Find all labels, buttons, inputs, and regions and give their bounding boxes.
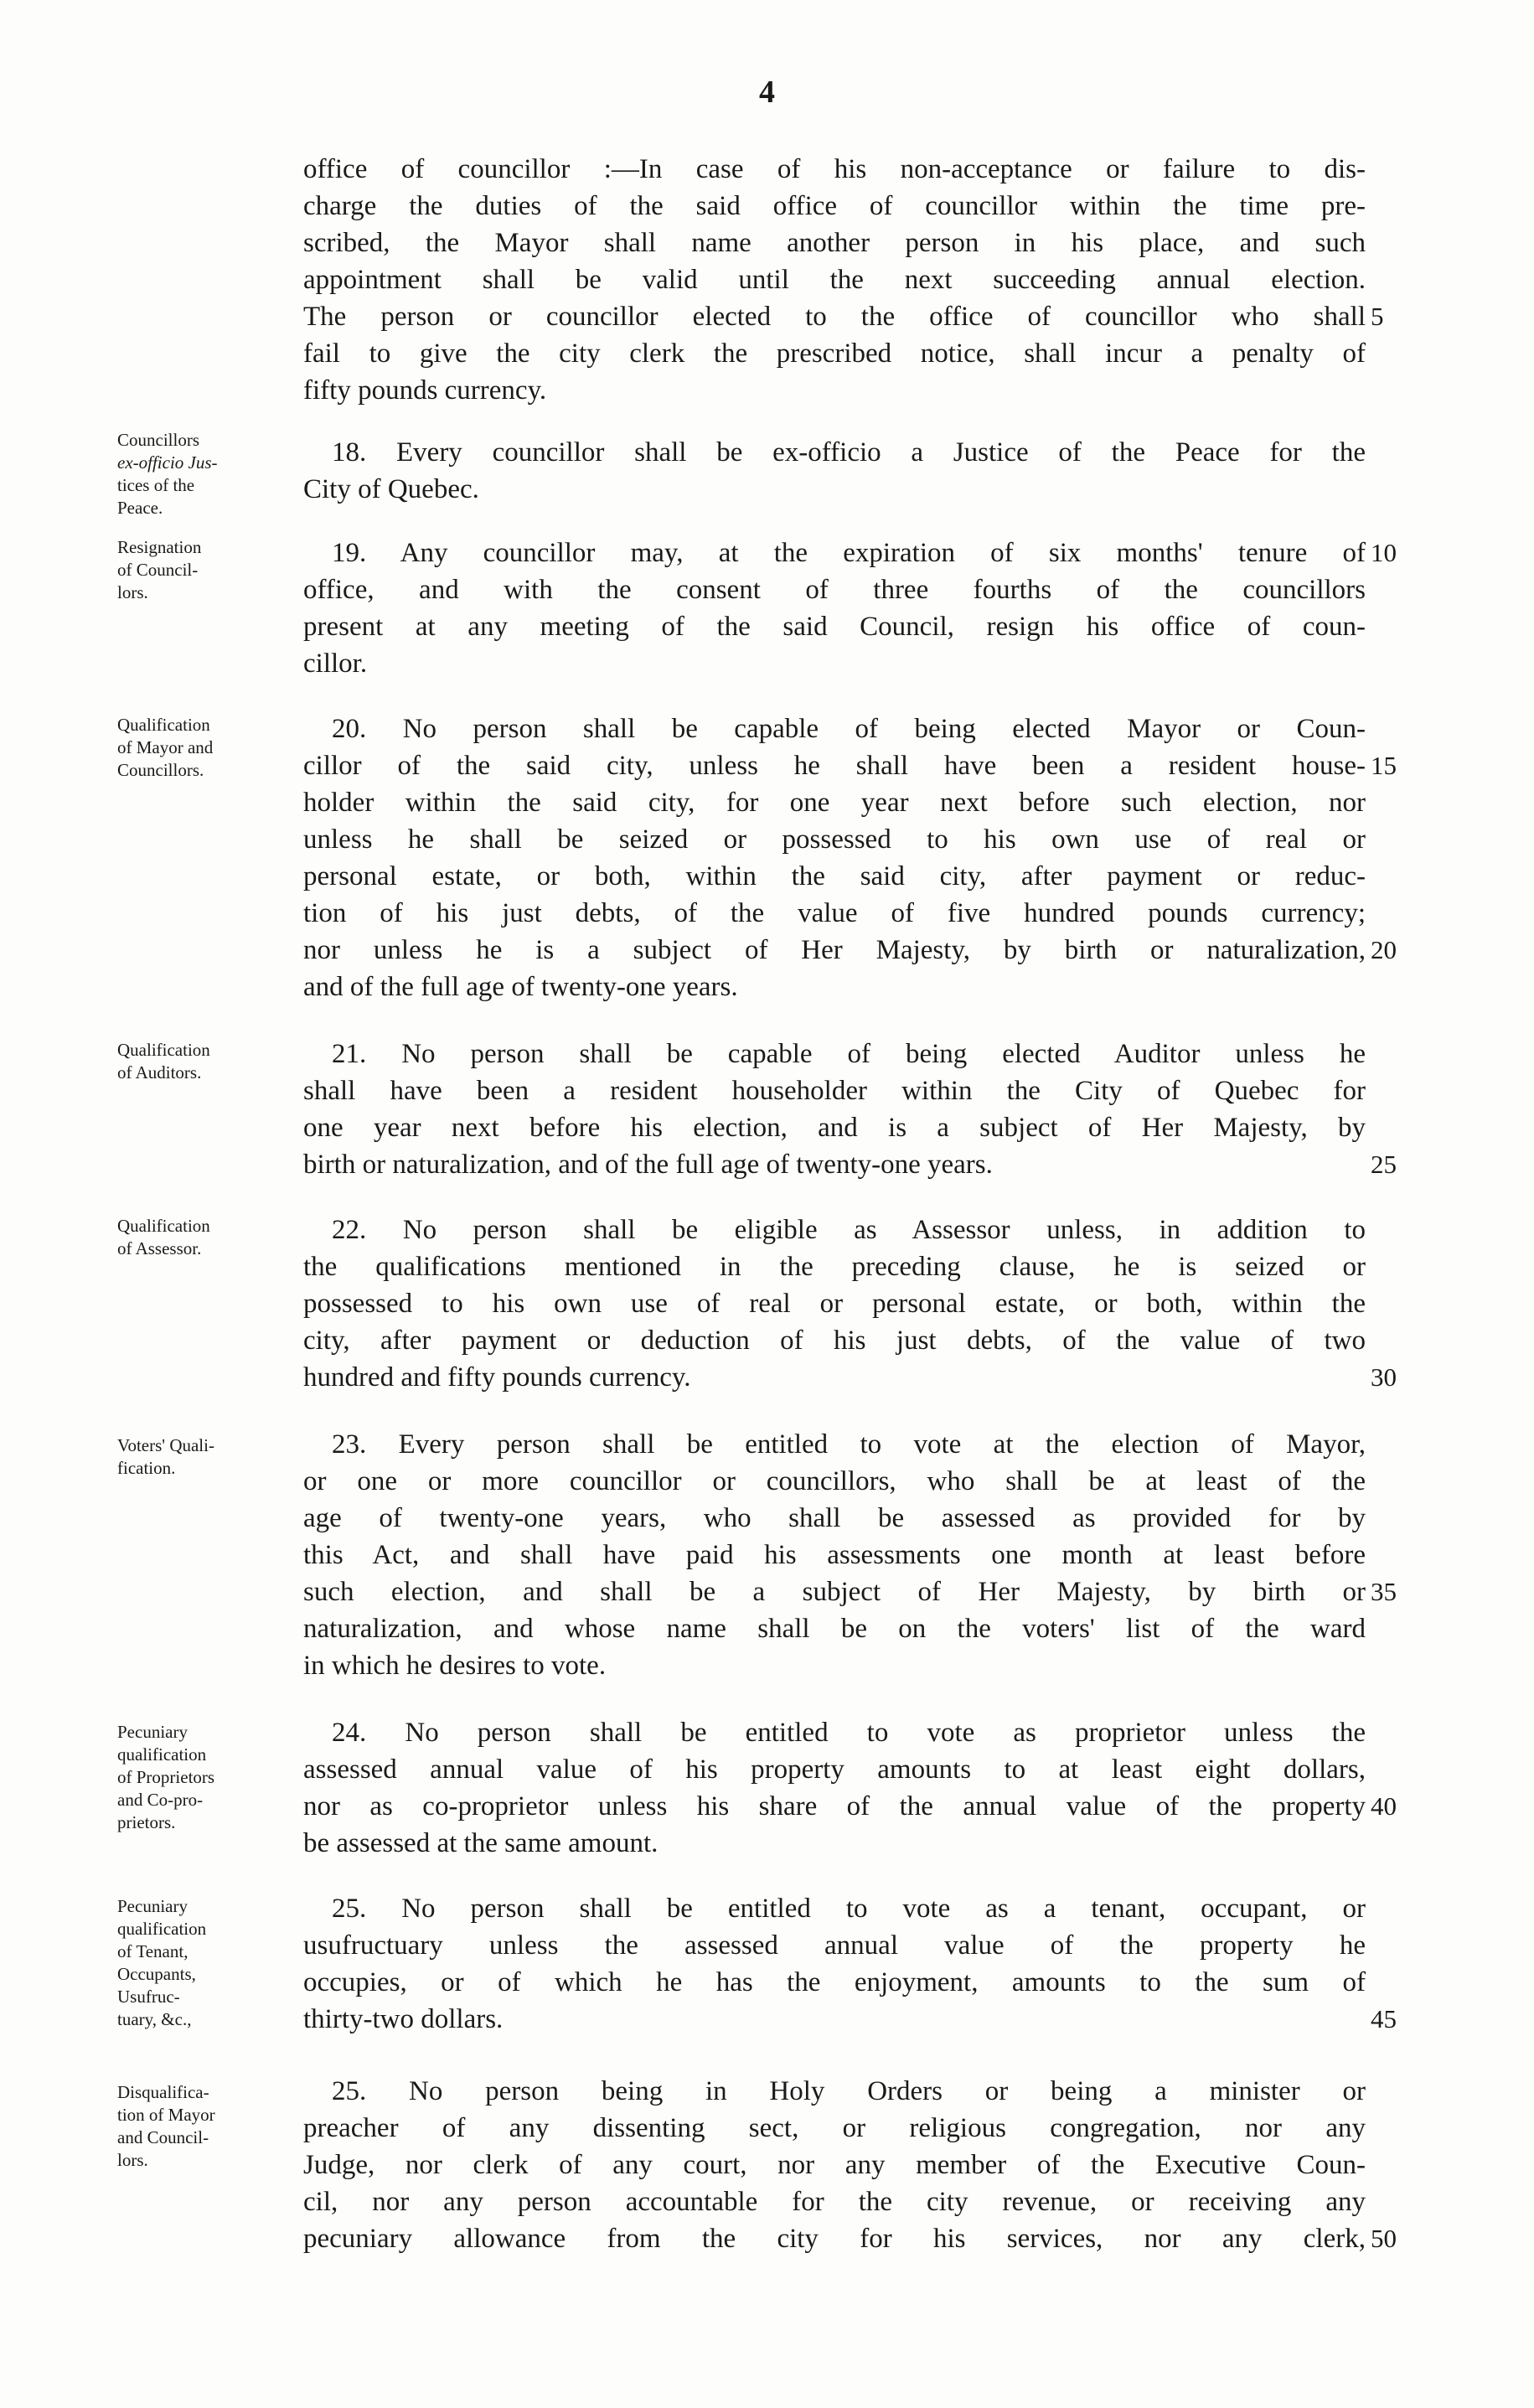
line-number: 40 xyxy=(1371,1791,1397,1821)
text-line: assessed annual value of his property amounts to at least eight dollars, xyxy=(303,1754,1366,1785)
text-line: in which he desires to vote. xyxy=(303,1651,607,1681)
text-line: city, after payment or deduction of his just debts, of the value of two xyxy=(303,1325,1366,1356)
text-line: unless he shall be seized or possessed to his own use of real or xyxy=(303,824,1366,855)
sidenote-councillors-justices: Councillors ex-officio Jus- tices of the Peace. xyxy=(117,430,218,518)
text-line: this Act, and shall have paid his assessments one month at least before xyxy=(303,1540,1366,1570)
line-number: 25 xyxy=(1371,1150,1397,1179)
line-number: 10 xyxy=(1371,538,1397,567)
section-25-line: 25. No person shall be entitled to vote as a tenant, occupant, or xyxy=(332,1894,1366,1924)
sidenote-pecuniary-tenant: Pecuniary qualification of Tenant, Occupants, Usufruc- tuary, &c., xyxy=(117,1896,207,2029)
page-number: 4 xyxy=(759,75,775,110)
section-21-line: 21. No person shall be capable of being elected Auditor unless he xyxy=(332,1039,1366,1069)
text-line: such election, and shall be a subject of Her Majesty, by birth or xyxy=(303,1577,1366,1607)
text-line: birth or naturalization, and of the full age of twenty-one years. xyxy=(303,1150,993,1180)
text-line: office, and with the consent of three fourths of the councillors xyxy=(303,575,1366,605)
text-line: appointment shall be valid until the next succeeding annual election. xyxy=(303,265,1366,295)
section-18-line: 18. Every councillor shall be ex-officio a Justice of the Peace for the xyxy=(332,437,1366,468)
sidenote-qualification-assessor: Qualification of Assessor. xyxy=(117,1216,210,1258)
text-line: nor as co-proprietor unless his share of the annual value of the property xyxy=(303,1791,1366,1822)
sidenote-qualification-mayor: Qualification of Mayor and Councillors. xyxy=(117,715,214,780)
line-number: 5 xyxy=(1371,302,1384,331)
sidenote-pecuniary-proprietors: Pecuniary qualification of Proprietors and Co-pro- prietors. xyxy=(117,1722,215,1832)
text-line: cillor. xyxy=(303,649,368,679)
text-line: hundred and fifty pounds currency. xyxy=(303,1362,691,1393)
text-line: usufructuary unless the assessed annual value of the property he xyxy=(303,1930,1366,1961)
section-26-line: 25. No person being in Holy Orders or being a minister or xyxy=(332,2076,1366,2106)
section-23-line: 23. Every person shall be entitled to vote at the election of Mayor, xyxy=(332,1429,1366,1460)
text-line: age of twenty-one years, who shall be assessed as provided for by xyxy=(303,1503,1366,1533)
line-number: 45 xyxy=(1371,2004,1397,2033)
text-line: personal estate, or both, within the said city, after payment or reduc- xyxy=(303,861,1366,891)
text-line: possessed to his own use of real or personal estate, or both, within the xyxy=(303,1289,1366,1319)
line-number: 30 xyxy=(1371,1362,1397,1392)
text-line: cil, nor any person accountable for the city revenue, or receiving any xyxy=(303,2187,1366,2217)
line-number: 35 xyxy=(1371,1577,1397,1606)
text-line: be assessed at the same amount. xyxy=(303,1828,659,1858)
text-line: and of the full age of twenty-one years. xyxy=(303,972,738,1002)
text-line: nor unless he is a subject of Her Majesty, by birth or naturalization, xyxy=(303,935,1366,965)
text-line: tion of his just debts, of the value of five hundred pounds currency; xyxy=(303,898,1366,928)
sidenote-resignation: Resignation of Council- lors. xyxy=(117,537,202,602)
text-line: or one or more councillor or councillors, who shall be at least of the xyxy=(303,1466,1366,1496)
text-line: occupies, or of which he has the enjoyment, amounts to the sum of xyxy=(303,1967,1366,1997)
section-22-line: 22. No person shall be eligible as Assessor unless, in addition to xyxy=(332,1215,1366,1245)
section-24-line: 24. No person shall be entitled to vote as proprietor unless the xyxy=(332,1718,1366,1748)
text-line: preacher of any dissenting sect, or religious congregation, nor any xyxy=(303,2113,1366,2143)
text-line: the qualifications mentioned in the preceding clause, he is seized or xyxy=(303,1252,1366,1282)
text-line: charge the duties of the said office of councillor within the time pre- xyxy=(303,191,1366,221)
text-line: present at any meeting of the said Council, resign his office of coun- xyxy=(303,612,1366,642)
line-number: 50 xyxy=(1371,2224,1397,2253)
sidenote-voters-qualification: Voters' Quali- fication. xyxy=(117,1435,214,1478)
text-line: shall have been a resident householder within the City of Quebec for xyxy=(303,1076,1366,1106)
text-line: scribed, the Mayor shall name another person in his place, and such xyxy=(303,228,1366,258)
text-line: City of Quebec. xyxy=(303,474,479,504)
line-number: 20 xyxy=(1371,935,1397,964)
text-line: Judge, nor clerk of any court, nor any member of the Executive Coun- xyxy=(303,2150,1366,2180)
text-line: thirty-two dollars. xyxy=(303,2004,504,2034)
text-line: pecuniary allowance from the city for his services, nor any clerk, xyxy=(303,2224,1366,2254)
section-20-line: 20. No person shall be capable of being elected Mayor or Coun- xyxy=(332,714,1366,744)
text-line: naturalization, and whose name shall be on the voters' list of the ward xyxy=(303,1614,1366,1644)
line-number: 15 xyxy=(1371,751,1397,780)
text-line: cillor of the said city, unless he shall have been a resident house- xyxy=(303,751,1366,781)
text-line: fifty pounds currency. xyxy=(303,375,547,406)
sidenote-qualification-auditors: Qualification of Auditors. xyxy=(117,1040,210,1083)
text-line: fail to give the city clerk the prescribed notice, shall incur a penalty of xyxy=(303,338,1366,369)
text-line: office of councillor :—In case of his non-acceptance or failure to dis- xyxy=(303,154,1366,184)
text-line: The person or councillor elected to the office of councillor who shall xyxy=(303,302,1366,332)
section-19-line: 19. Any councillor may, at the expiration of six months' tenure of xyxy=(332,538,1366,568)
sidenote-disqualification: Disqualifica- tion of Mayor and Council- lors. xyxy=(117,2082,215,2170)
text-line: holder within the said city, for one year next before such election, nor xyxy=(303,788,1366,818)
text-line: one year next before his election, and is a subject of Her Majesty, by xyxy=(303,1113,1366,1143)
